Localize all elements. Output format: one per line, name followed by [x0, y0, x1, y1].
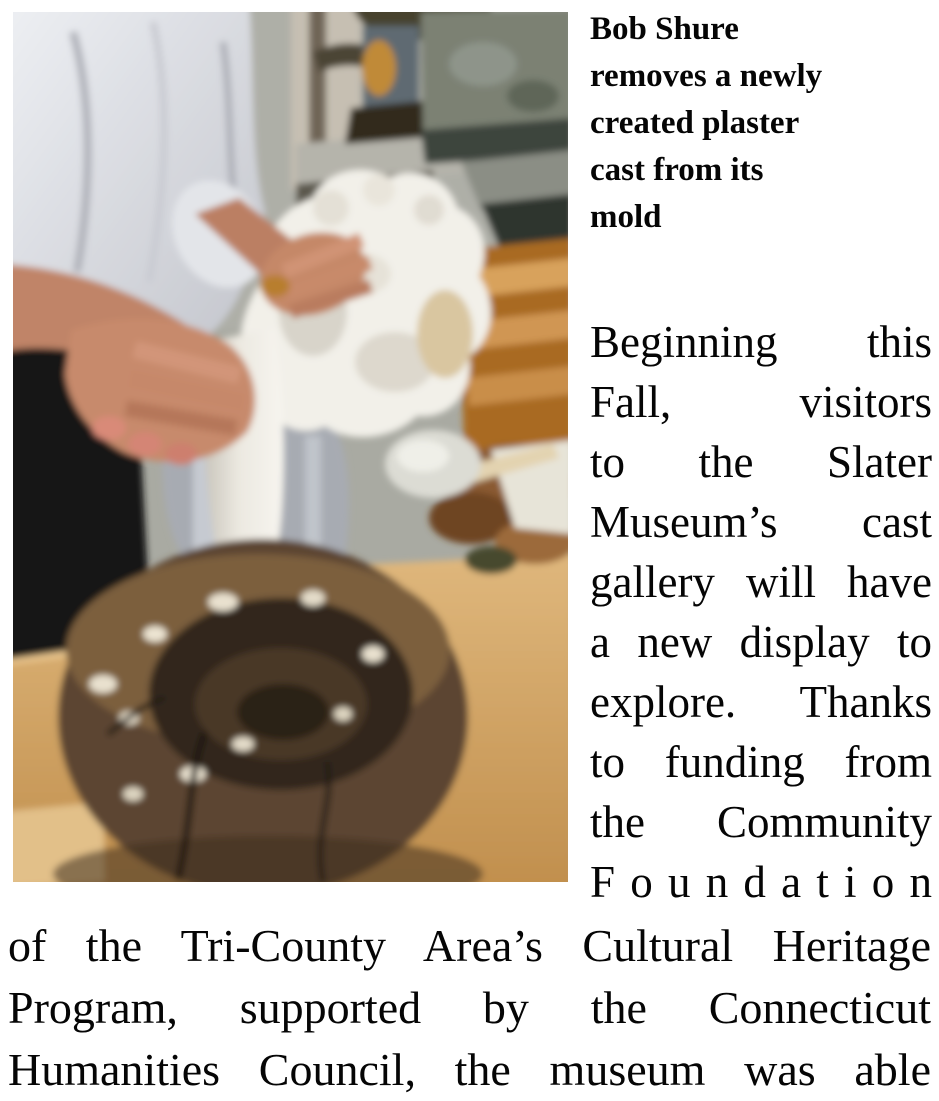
body-line: Museum’s cast [590, 497, 932, 547]
caption-line: mold [590, 199, 662, 235]
body-line: a new display to [590, 617, 932, 667]
article-column-text [590, 312, 932, 912]
caption-line: created plaster [590, 105, 800, 141]
body-line: to funding from [590, 737, 932, 787]
photo-illustration [13, 12, 568, 882]
body-line: Program, supported by the Connecticut [8, 982, 931, 1033]
body-line: the Community [590, 797, 932, 847]
article-bottom-text [8, 915, 931, 1101]
caption-line: cast from its [590, 152, 764, 188]
body-line: to the Slater [590, 437, 932, 487]
caption-line: removes a newly [590, 58, 823, 94]
photo-caption [590, 6, 935, 241]
body-line: of the Tri-County Area’s Cultural Heritage [8, 920, 931, 971]
body-line: Beginning this [590, 317, 932, 367]
body-line: F o u n d a t i o n [590, 857, 932, 907]
body-line: Fall, visitors [590, 377, 932, 427]
body-line: Humanities Council, the museum was able [8, 1044, 931, 1095]
caption-line: Bob Shure [590, 11, 739, 47]
body-line: gallery will have [590, 557, 932, 607]
photo-plaster-cast [13, 12, 568, 882]
body-line: explore. Thanks [590, 677, 932, 727]
